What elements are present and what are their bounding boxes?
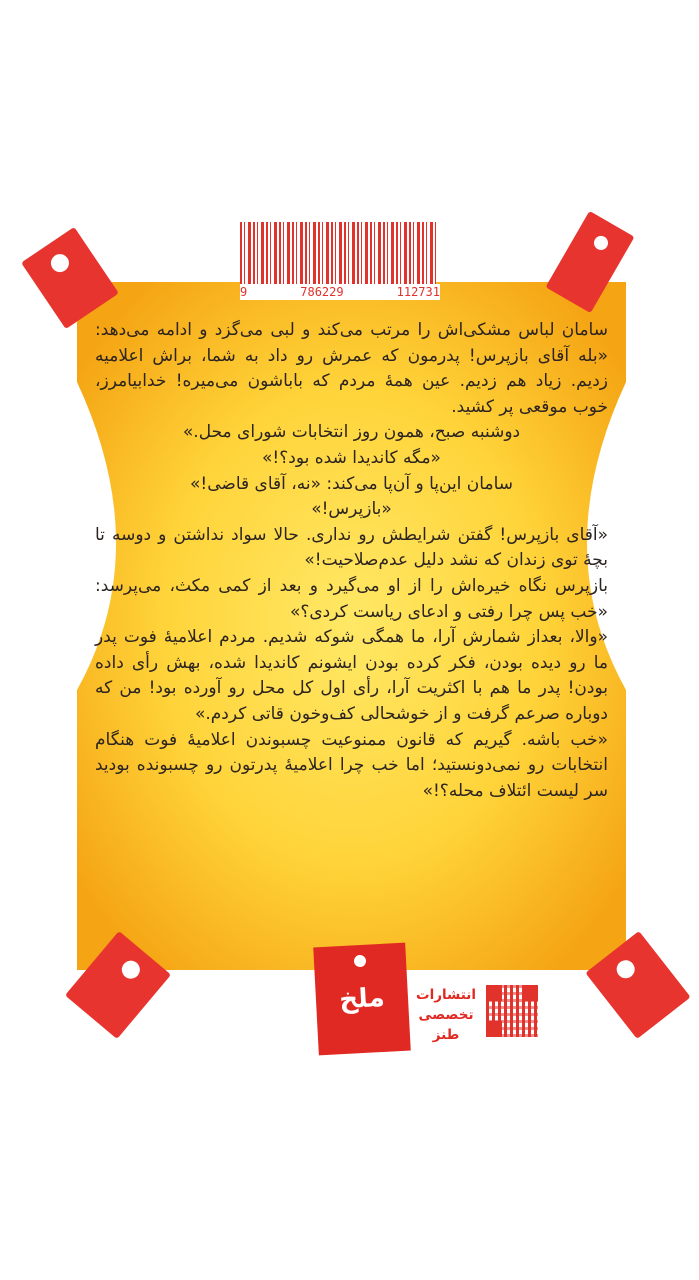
excerpt-paragraph: «والا، بعداز شمارش آرا، ما همگی شوکه شدیم. مردم اعلامیهٔ فوت پدر ما رو دیده بودن، فکر کرده بودن ایشونم کاندیدا شده، بهش رأی داده بودن! پدر ما هم با اکثریت آرا، رأی اول کل محل رو آورده بود! من که دوباره صرعم گرفت و از خوشحالی کف‌وخون قاتی کردم.» [95, 627, 608, 724]
excerpt-paragraph: «خب باشه. گیریم که قانون ممنوعیت چسبوندن اعلامیهٔ فوت هنگام انتخابات رو نمی‌دونستید؛ اما خب چرا اعلامیهٔ پدرتون رو چسبونده بودید سر لیست ائتلاف محله؟!» [95, 729, 608, 801]
excerpt-paragraph: «آقای بازپرس! گفتن شرایطش رو نداری. حالا سواد نداشتن و دوسه تا بچهٔ توی زندان که نشد دلیل عدم‌صلاحیت!» [95, 524, 608, 571]
excerpt-paragraph: «بازپرس!» [311, 499, 392, 520]
excerpt-paragraph: سامان این‌پا و آن‌پا می‌کند: «نه، آقای قاضی!» [190, 473, 513, 494]
excerpt-paragraph: «مگه کاندیدا شده بود؟!» [262, 447, 441, 468]
barcode [240, 222, 436, 284]
publisher-line: طنز [432, 1027, 460, 1043]
excerpt-paragraph: بازپرس نگاه خیره‌اش را از او می‌گیرد و بعد از کمی مکث، می‌پرسد: «خب پس چرا رفتی و ادعای ریاست کردی؟» [95, 575, 608, 622]
qr-code-icon [486, 985, 538, 1037]
publisher-line: انتشارات [416, 987, 476, 1003]
isbn-digit-group: 112731 [396, 285, 440, 299]
back-cover-excerpt [95, 318, 608, 804]
excerpt-paragraph: دوشنبه صبح، همون روز انتخابات شورای محل.» [182, 422, 521, 443]
isbn-digit-group: 9 [240, 285, 248, 299]
publisher-name [410, 985, 482, 1045]
publisher-logo [313, 943, 411, 1056]
excerpt-paragraph: سامان لباس مشکی‌اش را مرتب می‌کند و لبی می‌گزد و ادامه می‌دهد: «بله آقای بازپرس! پدرمون که عمرش رو داد به شما، براش اعلامیه زدیم. زیاد هم زدیم. عین همهٔ مردم که باباشون می‌میره! خدابیامرز، خوب موقعی پر کشید. [95, 320, 608, 417]
publisher-logo-text: ملخ [338, 982, 386, 1016]
isbn-digit-group: 786229 [300, 285, 344, 299]
publisher-line: تخصصی [418, 1007, 474, 1023]
isbn-digits [240, 284, 440, 300]
